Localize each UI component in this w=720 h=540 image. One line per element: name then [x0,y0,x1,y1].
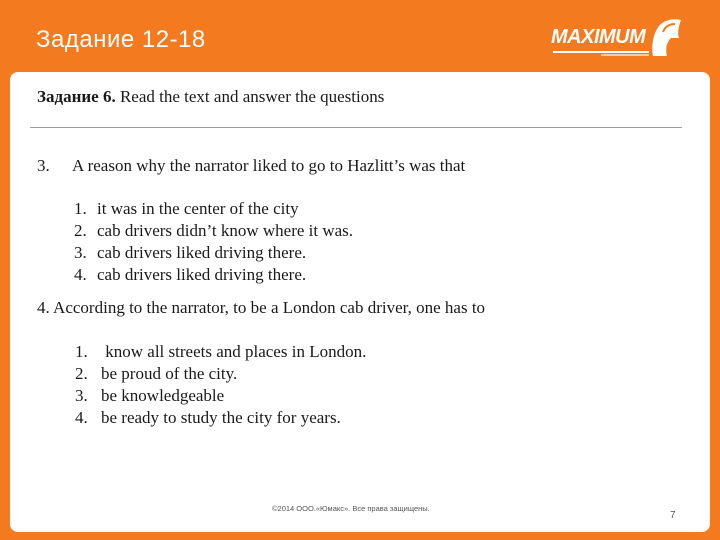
option-text: be ready to study the city for years. [101,408,341,427]
logo-subline [601,54,649,56]
option [75,363,366,385]
question-3-number: 3. [37,156,50,175]
option-number: 2. [74,221,87,240]
task-heading [37,87,384,107]
option-number: 4. [74,265,87,284]
divider [30,127,682,128]
question-4-options [75,341,366,429]
maximum-logo [551,16,687,62]
option [75,385,366,407]
option-text: cab drivers liked driving there. [97,265,307,284]
page-number: 7 [670,510,676,521]
option-number: 3. [75,386,88,405]
task-label: Задание 6. [37,87,116,106]
option-text: it was in the center of the city [97,199,299,218]
task-instruction: Read the text and answer the questions [115,87,385,106]
option-text: be knowledgeable [101,386,225,405]
copyright-footer: ©2014 ООО.«Юмакс». Все права защищены. [272,504,430,513]
option-text: cab drivers liked driving there. [97,243,307,262]
question-3-options [74,198,353,286]
option-number: 2. [75,364,88,383]
option-text: cab drivers didn’t know where it was. [97,221,354,240]
option [74,264,353,286]
option-number: 1. [75,342,88,361]
option [74,220,353,242]
option-number: 1. [74,199,87,218]
slide-title: Задание 12-18 [36,26,206,53]
question-3-text: A reason why the narrator liked to go to Hazlitt’s was that [72,156,466,175]
logo-text: MAXIMUM [551,26,646,48]
option [74,242,353,264]
content-card [10,72,710,532]
logo-mark-icon [649,16,685,58]
option [75,341,366,363]
question-4-text: 4. According to the narrator, to be a London cab driver, one has to [37,298,486,317]
option [74,198,353,220]
option-text: be proud of the city. [101,364,238,383]
option-number: 4. [75,408,88,427]
option [75,407,366,429]
option-number: 3. [74,243,87,262]
option-text: know all streets and places in London. [101,342,367,361]
logo-underline [553,51,649,53]
